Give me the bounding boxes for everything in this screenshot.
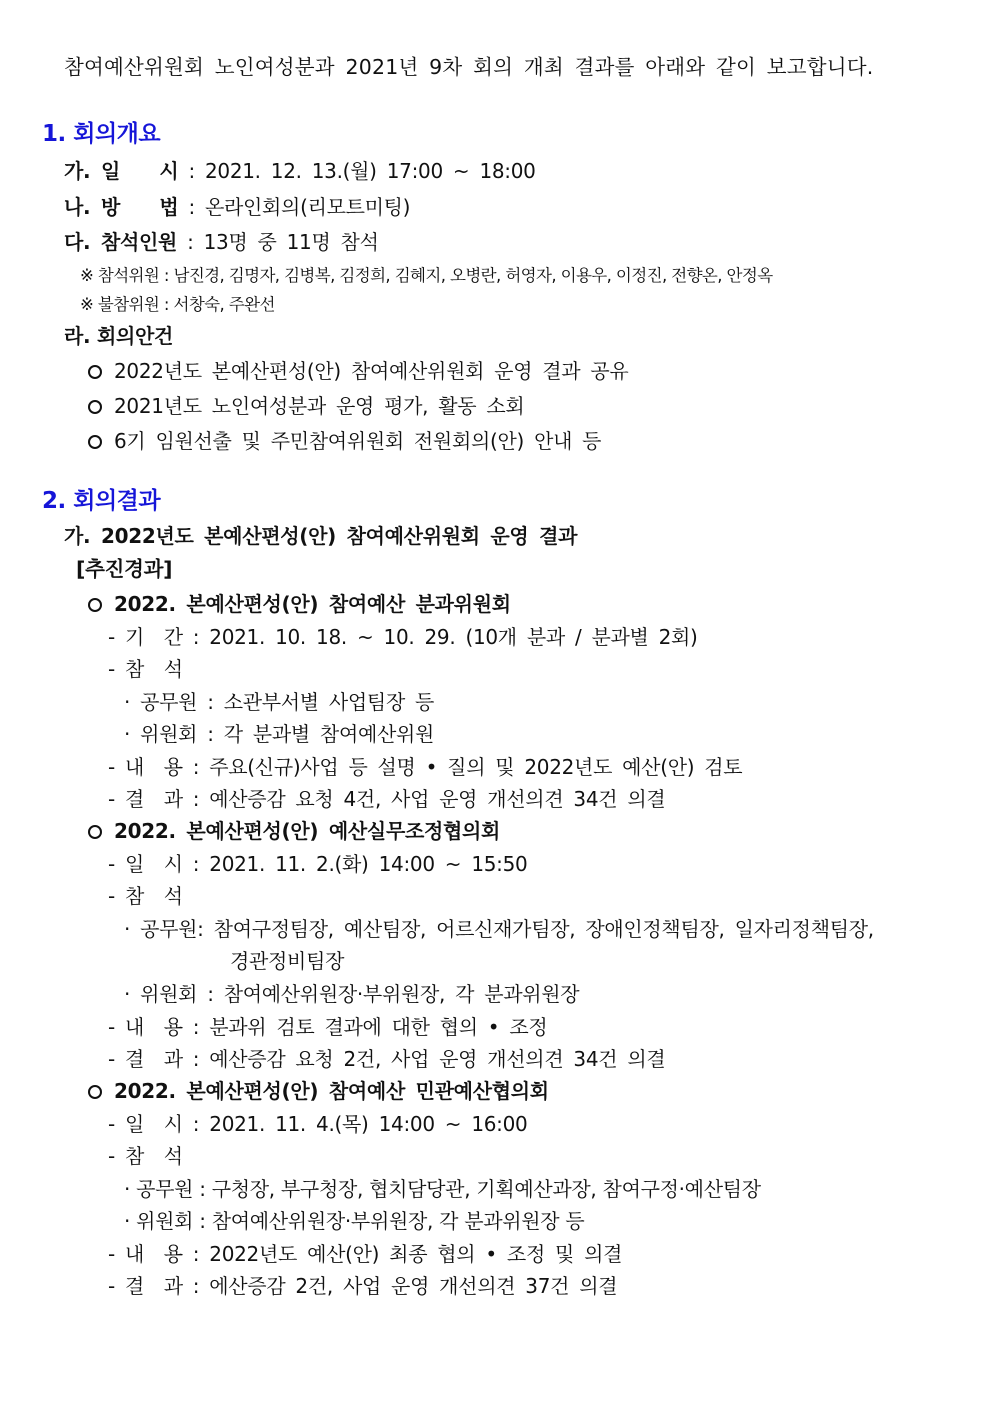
section-1-title: 1. 회의개요 (42, 121, 161, 147)
meeting-1-committee: · 위원회 : 각 분과별 참여예산위원 (124, 722, 435, 746)
meeting-method-row (64, 194, 410, 220)
meeting-date-row (64, 158, 536, 184)
meeting-3-committee: · 위원회 : 참여예산위원장·부위원장, 각 분과위원장 등 (124, 1209, 585, 1233)
circle-bullet-icon (88, 435, 102, 449)
attendees-row (64, 229, 379, 255)
meeting-2-officials-cont: 경관정비팀장 (230, 949, 345, 973)
meeting-date-label: 가. 일 시 (64, 159, 179, 183)
absent-members-note: ※ 불참위원 : 서창숙, 주완선 (80, 295, 275, 314)
meeting-date-value: : 2021. 12. 13.(월) 17:00 ~ 18:00 (178, 159, 536, 183)
circle-bullet-icon (88, 598, 102, 612)
meeting-2-attend-label: - 참 석 (108, 884, 183, 908)
progress-label: [추진경과] (76, 557, 173, 581)
meeting-2-period: - 일 시 : 2021. 11. 2.(화) 14:00 ~ 15:50 (108, 852, 528, 876)
present-members-note: ※ 참석위원 : 남진경, 김명자, 김병복, 김정희, 김혜지, 오병란, 허영자, 이용우, 이정진, 전향온, 안정옥 (80, 266, 773, 285)
meeting-3-period: - 일 시 : 2021. 11. 4.(목) 14:00 ~ 16:00 (108, 1112, 528, 1136)
agenda-item: 6기 임원선출 및 주민참여위원회 전원회의(안) 안내 등 (88, 428, 601, 454)
meeting-method-label: 나. 방 법 (64, 195, 179, 219)
meeting-3-attend-label: - 참 석 (108, 1144, 183, 1168)
meeting-2-result: - 결 과 : 예산증감 요청 2건, 사업 운영 개선의견 34건 의결 (108, 1047, 666, 1071)
meeting-1-attend-label: - 참 석 (108, 657, 183, 681)
meeting-3-title: 2022. 본예산편성(안) 참여예산 민관예산협의회 (88, 1078, 549, 1104)
meeting-1-title: 2022. 본예산편성(안) 참여예산 분과위원회 (88, 591, 511, 617)
attendees-label: 다. 참석인원 (64, 230, 178, 254)
meeting-method-value: : 온라인회의(리모트미팅) (178, 195, 411, 219)
circle-bullet-icon (88, 825, 102, 839)
meeting-3-content: - 내 용 : 2022년도 예산(안) 최종 협의 • 조정 및 의결 (108, 1242, 623, 1266)
meeting-3-officials: · 공무원 : 구청장, 부구청장, 협치담당관, 기획예산과장, 참여구정·예산팀장 (124, 1177, 761, 1201)
agenda-item: 2022년도 본예산편성(안) 참여예산위원회 운영 결과 공유 (88, 358, 628, 384)
meeting-1-officials: · 공무원 : 소관부서별 사업팀장 등 (124, 690, 435, 714)
meeting-2-officials: · 공무원: 참여구정팀장, 예산팀장, 어르신재가팀장, 장애인정책팀장, 일자리정책팀장, (124, 917, 874, 941)
circle-bullet-icon (88, 1085, 102, 1099)
circle-bullet-icon (88, 400, 102, 414)
meeting-1-content: - 내 용 : 주요(신규)사업 등 설명 • 질의 및 2022년도 예산(안) 검토 (108, 755, 743, 779)
circle-bullet-icon (88, 365, 102, 379)
meeting-2-title: 2022. 본예산편성(안) 예산실무조정협의회 (88, 818, 500, 844)
agenda-item: 2021년도 노인여성분과 운영 평가, 활동 소회 (88, 393, 524, 419)
attendees-value: : 13명 중 11명 참석 (177, 230, 379, 254)
meeting-2-committee: · 위원회 : 참여예산위원장·부위원장, 각 분과위원장 (124, 982, 580, 1006)
section-2-subtitle: 가. 2022년도 본예산편성(안) 참여예산위원회 운영 결과 (64, 524, 578, 548)
meeting-3-result: - 결 과 : 에산증감 2건, 사업 운영 개선의견 37건 의결 (108, 1274, 618, 1298)
meeting-1-period: - 기 간 : 2021. 10. 18. ~ 10. 29. (10개 분과 / 분과별 2회) (108, 625, 698, 649)
agenda-label: 라. 회의안건 (64, 324, 174, 348)
section-2-title: 2. 회의결과 (42, 488, 161, 514)
intro-sentence: 참여예산위원회 노인여성분과 2021년 9차 회의 개최 결과를 아래와 같이 보고합니다. (64, 55, 874, 79)
meeting-2-content: - 내 용 : 분과위 검토 결과에 대한 협의 • 조정 (108, 1015, 548, 1039)
meeting-1-result: - 결 과 : 예산증감 요청 4건, 사업 운영 개선의견 34건 의결 (108, 787, 666, 811)
